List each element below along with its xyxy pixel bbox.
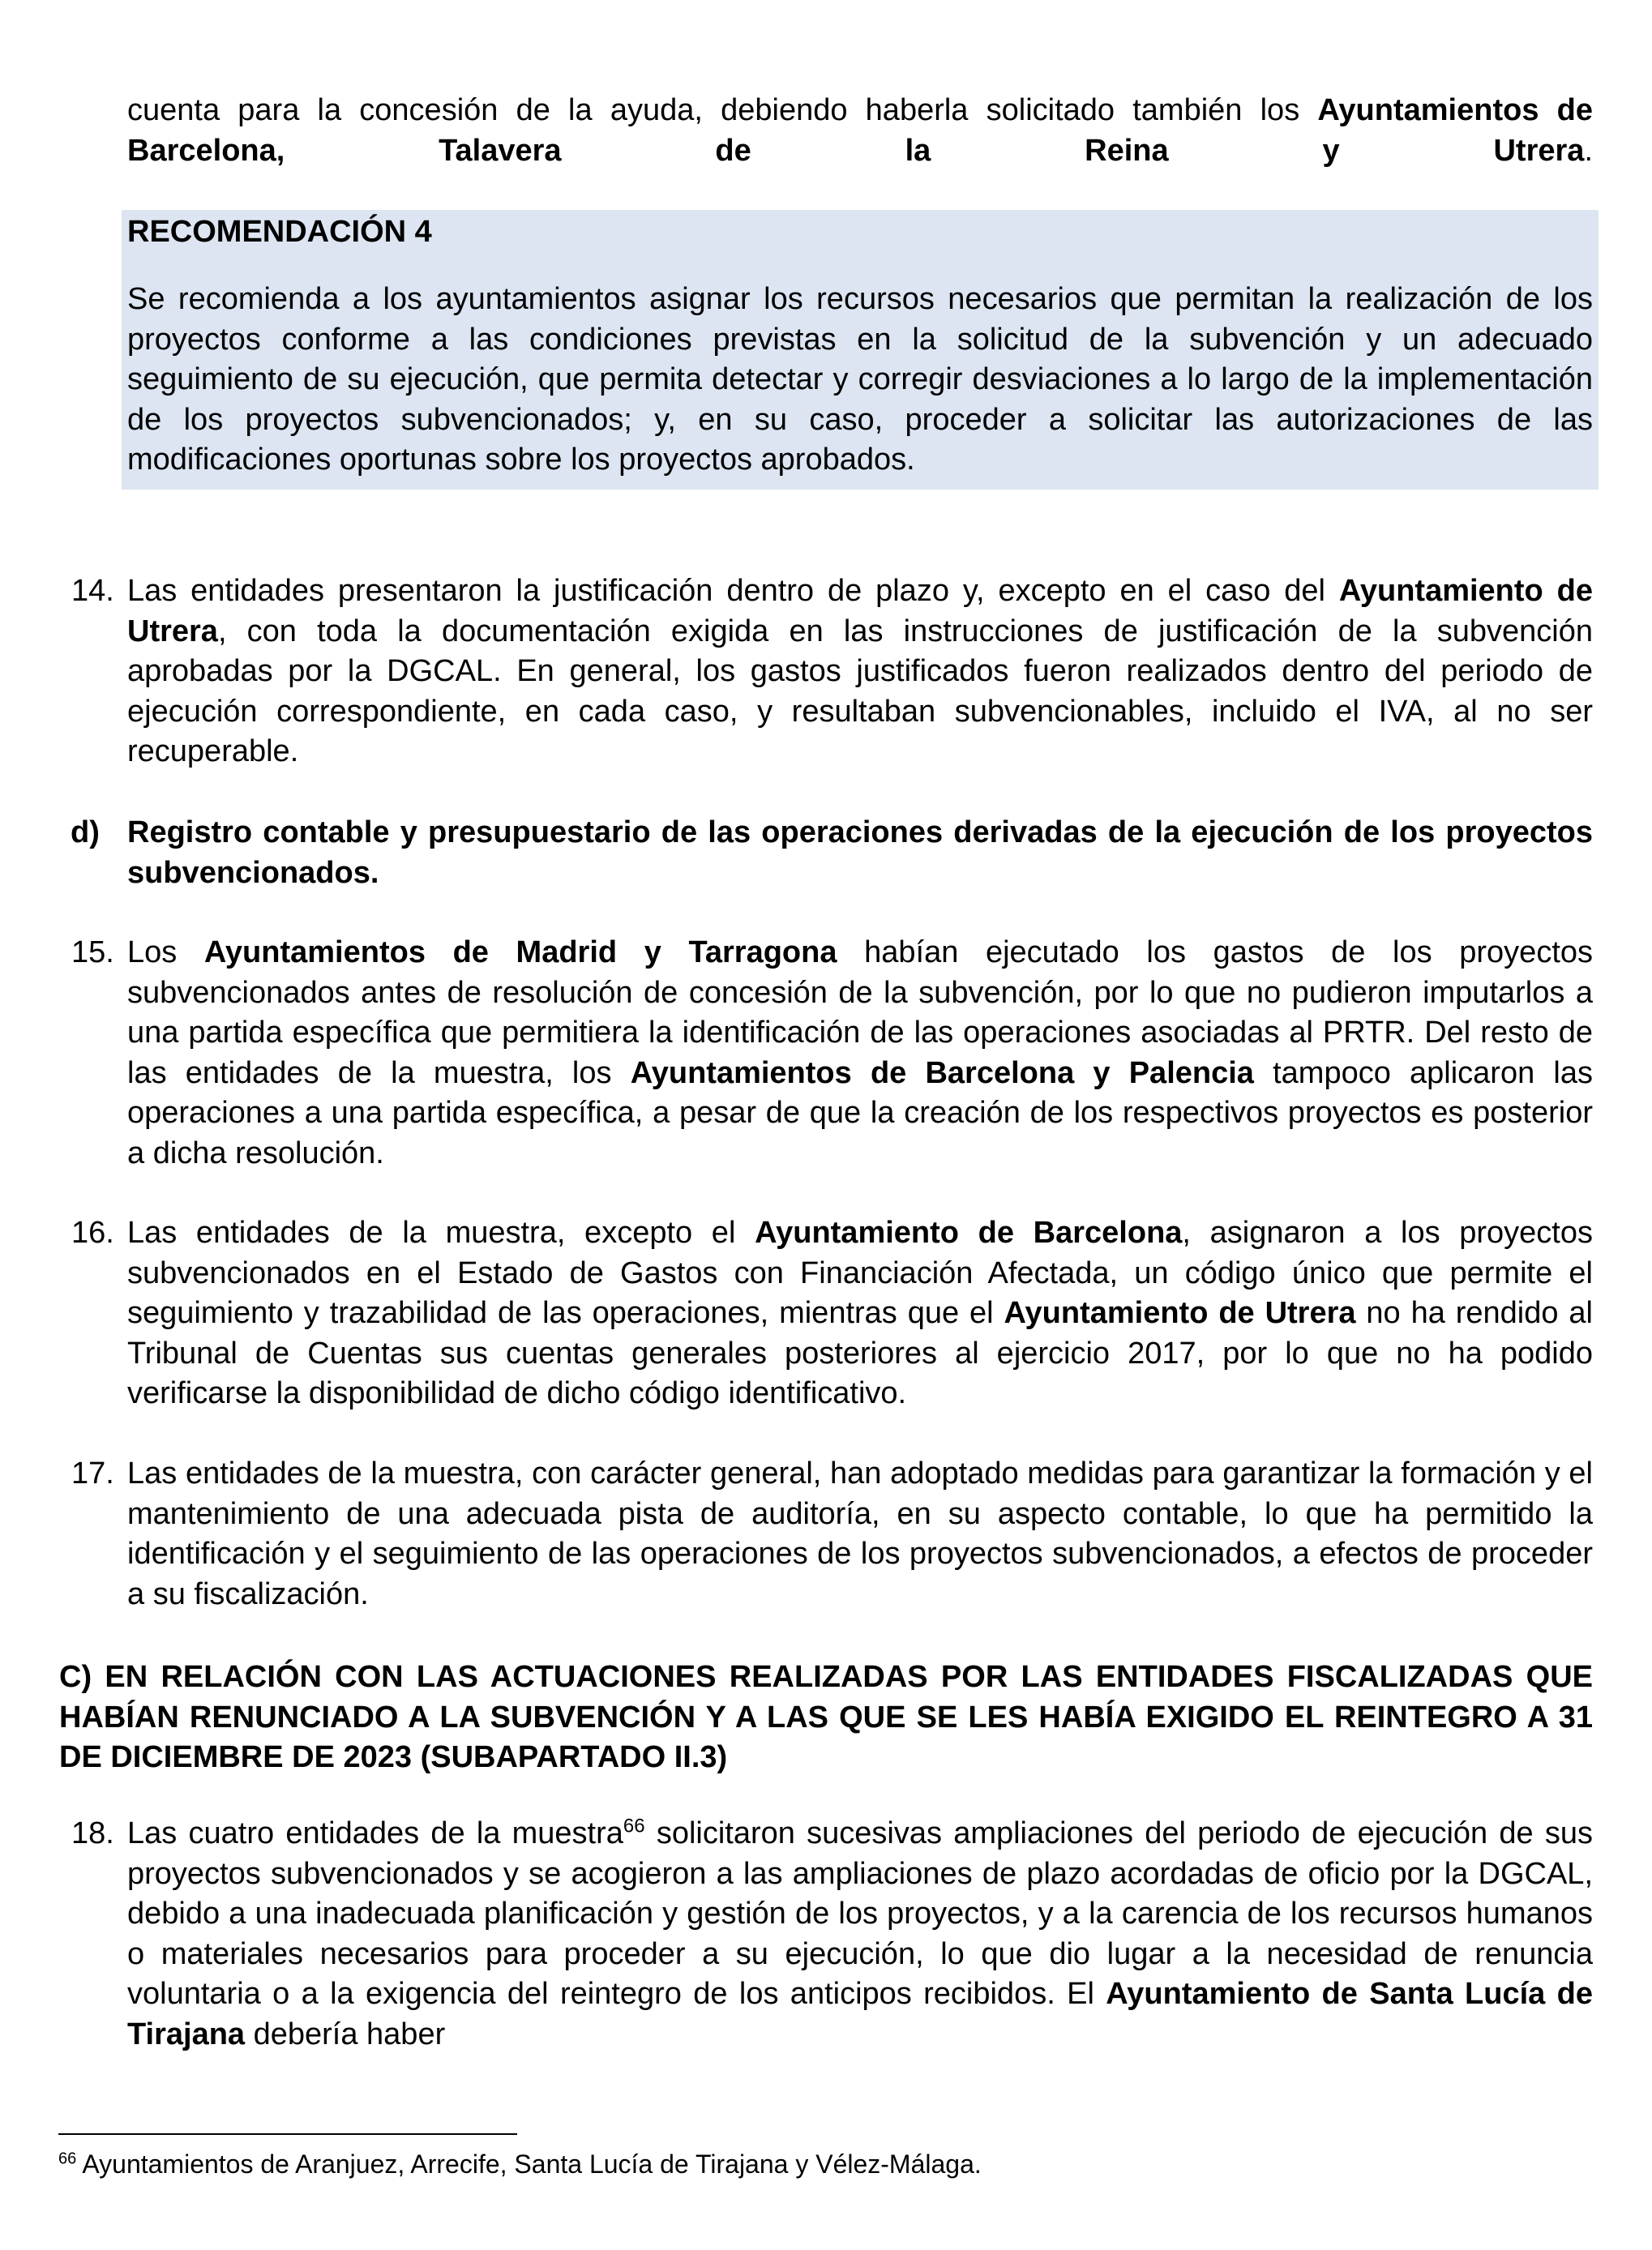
paragraph-text: Los	[127, 935, 204, 969]
paragraph-text: Las entidades de la muestra, excepto el	[127, 1216, 755, 1250]
intro-bold-entities: Ayuntamientos de Barcelona, Talavera de la Reina y Utrera	[127, 93, 1593, 168]
paragraph-14	[127, 571, 1593, 772]
paragraph-number-17: 17.	[71, 1457, 114, 1491]
footnote-reference[interactable]: 66	[623, 1815, 645, 1837]
intro-paragraph	[127, 91, 1593, 212]
paragraph-text: Las cuatro entidades de la muestra	[127, 1816, 623, 1850]
paragraph-bold: Ayuntamiento de Santa Lucía de Tirajana	[127, 1977, 1593, 2051]
footnote-number: 66	[58, 2149, 77, 2168]
paragraph-bold: Ayuntamiento de Barcelona	[755, 1216, 1183, 1250]
paragraph-text: habían ejecutado los gastos de los proyectos subvencionados antes de resolución de concesión de la subvención, por lo que no pudieron imputarlos a una partida específica que permitiera la identificación de las operaciones asociadas al PRTR. Del resto de las entidades de la muestra, los	[127, 935, 1594, 1090]
paragraph-bold: Ayuntamientos de Barcelona y Palencia	[630, 1055, 1254, 1090]
paragraph-bold: Ayuntamientos de Madrid y Tarragona	[203, 935, 837, 969]
intro-text: cuenta para la concesión de la ayuda, debiendo haberla solicitado también los	[127, 93, 1318, 127]
paragraph-text: , con toda la documentación exigida en las instrucciones de justificación de la subvención aprobadas por la DGCAL. En general, los gastos justificados fueron realizados dentro del periodo de ejecución correspondiente, en cada caso, y resultaban subvencionables, incluido el IVA, al no ser recuperable.	[127, 614, 1593, 768]
subsection-letter-d: d)	[71, 815, 100, 849]
subsection-heading-d: Registro contable y presupuestario de las operaciones derivadas de la ejecución de los proyectos subvencionados.	[127, 815, 1593, 890]
paragraph-number-16: 16.	[71, 1216, 114, 1250]
paragraph-text: debería haber	[245, 2017, 446, 2051]
paragraph-text: tampoco aplicaron las operaciones a una partida específica, a pesar de que la creación de los respectivos proyectos es posterior a dicha resolución.	[127, 1055, 1593, 1170]
paragraph-number-18: 18.	[71, 1816, 114, 1850]
paragraph-15	[127, 933, 1593, 1174]
footnote	[58, 2148, 982, 2180]
recommendation-body: Se recomienda a los ayuntamientos asignar los recursos necesarios que permitan la realización de los proyectos conforme a las condiciones previstas en la solicitud de la subvención y un adecuado seguimiento de su ejecución, que permita detectar y corregir desviaciones a lo largo de la implementación de los proyectos subvencionados; y, en su caso, proceder a solicitar las autorizaciones de las modificaciones oportunas sobre los proyectos aprobados.	[127, 282, 1593, 477]
paragraph-bold: Ayuntamiento de Utrera	[1004, 1296, 1356, 1330]
footnote-separator	[58, 2133, 517, 2135]
paragraph-18	[127, 1814, 1593, 2055]
paragraph-bold: Ayuntamiento de Utrera	[127, 574, 1593, 648]
paragraph-number-15: 15.	[71, 935, 114, 969]
intro-text-end: .	[1584, 133, 1593, 168]
paragraph-16	[127, 1213, 1593, 1414]
paragraph-text: Las entidades presentaron la justificación dentro de plazo y, excepto en el caso del	[127, 574, 1339, 608]
recommendation-title: RECOMENDACIÓN 4	[127, 215, 432, 249]
paragraph-text: no ha rendido al Tribunal de Cuentas sus cuentas generales posteriores al ejercicio 2017, por lo que no ha podido verificarse la disponibilidad de dicho código identificativo.	[127, 1296, 1593, 1410]
section-heading-c: C) EN RELACIÓN CON LAS ACTUACIONES REALIZADAS POR LAS ENTIDADES FISCALIZADAS QUE HABÍAN RENUNCIADO A LA SUBVENCIÓN Y A LAS QUE SE LES HABÍA EXIGIDO EL REINTEGRO A 31 DE DICIEMBRE DE 2023 (SUBAPARTADO II.3)	[59, 1660, 1593, 1774]
paragraph-number-14: 14.	[71, 574, 114, 608]
footnote-text: Ayuntamientos de Aranjuez, Arrecife, Santa Lucía de Tirajana y Vélez-Málaga.	[76, 2149, 982, 2179]
paragraph-text: , asignaron a los proyectos subvencionados en el Estado de Gastos con Financiación Afectada, un código único que permite el seguimiento y trazabilidad de las operaciones, mientras que el	[127, 1216, 1593, 1330]
paragraph-text: solicitaron sucesivas ampliaciones del periodo de ejecución de sus proyectos subvencionados y se acogieron a las ampliaciones de plazo acordadas de oficio por la DGCAL, debido a una inadecuada planificación y gestión de los proyectos, y a la carencia de los recursos humanos o materiales necesarios para proceder a su ejecución, lo que dio lugar a la necesidad de renuncia voluntaria o a la exigencia del reintegro de los anticipos recibidos. El	[127, 1816, 1593, 2011]
paragraph-17: Las entidades de la muestra, con carácter general, han adoptado medidas para garantizar la formación y el mantenimiento de una adecuada pista de auditoría, en su aspecto contable, lo que ha permitido la identificación y el seguimiento de las operaciones de los proyectos subvencionados, a efectos de proceder a su fiscalización.	[127, 1457, 1593, 1611]
